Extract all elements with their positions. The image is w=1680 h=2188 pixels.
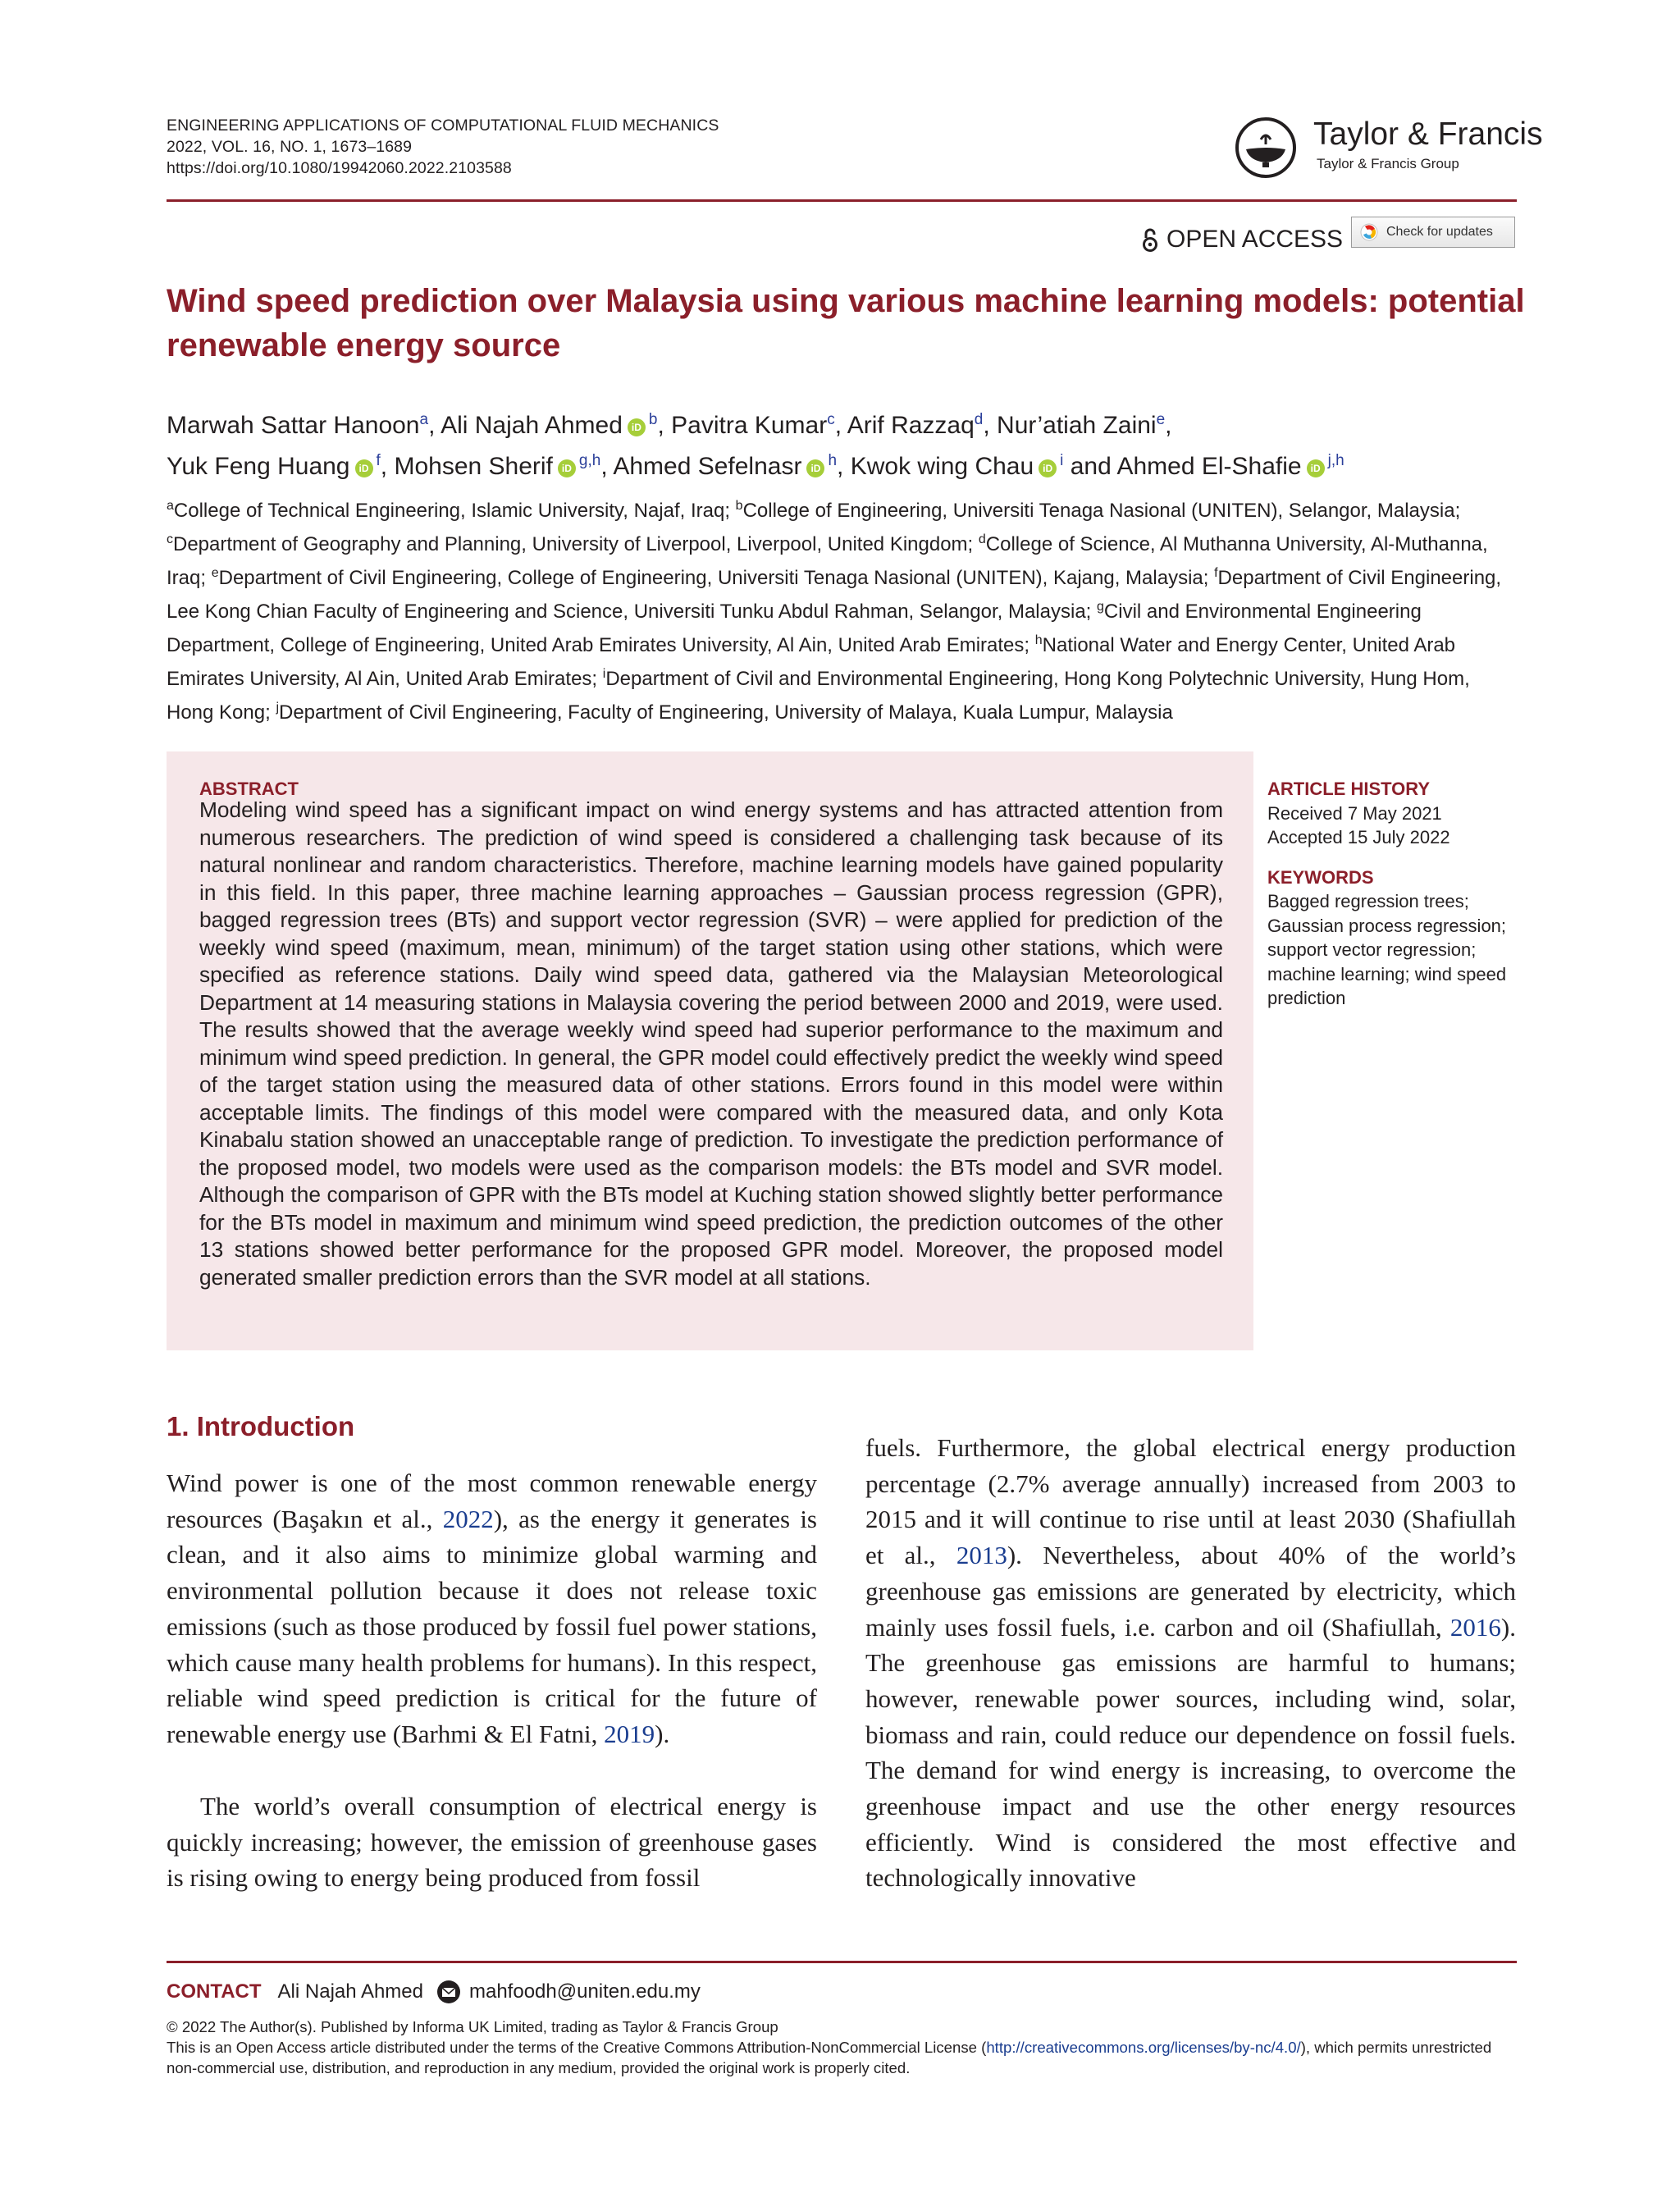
text-run: ). (655, 1719, 670, 1748)
keywords-heading: KEYWORDS (1267, 866, 1374, 888)
author-name: Nur’atiah Zaini (997, 412, 1157, 439)
author-list: Marwah Sattar Hanoon$^a$, Ali Najah Ahmed iD $^b$, Pavitra Kumar$^c$, Arif Razzaq$^d$, Nur’atiah Zaini$^e$, Yuk Feng Huang iD $^f$, Mohsen Sherif iD $^{g,h}$, Ahmed Sefelnasr iD $^h$, Kwok wing Chau iD $^i$ and Ahmed El-Shafie iD $^{j,h}$ (167, 411, 1344, 480)
affiliation-text: College of Engineering, Universiti Tenaga Nasional (UNITEN), Selangor, Malaysia; (742, 500, 1461, 522)
affiliation-text: Department of Civil and Environmental Engineering, Hong Kong Polytechnic University, Hung Hom, Hong Kong; (167, 668, 1470, 724)
author-affiliation-marker[interactable]: i (1060, 452, 1064, 469)
author-affiliation-marker[interactable]: b (648, 411, 658, 428)
contact-line (167, 1977, 701, 2007)
orcid-icon[interactable]: iD (1307, 459, 1325, 477)
abstract-text: Modeling wind speed has a significant impact on wind energy systems and has attracted attention from numerous researchers. The prediction of wind speed is considered a challenging task because of its natural nonlinear and random characteristics. Therefore, machine learning models have gained popularity in this field. In this paper, three machine learning approaches – Gaussian process regression (GPR), bagged regression trees (BTs) and support vector regression (SVR) – were applied for prediction of the weekly wind speed (maximum, mean, minimum) of the target station using other stations, which were specified as reference stations. Daily wind speed data, gathered via the Malaysian Meteorological Department at 14 measuring stations in Malaysia covering the period between 2000 and 2019, were used. The results showed that the average weekly wind speed had superior performance to the maximum and minimum wind speed prediction. In general, the GPR model could effectively predict the weekly wind speed of the target station using the measured data of other stations. Errors found in this model were within acceptable limits. The findings of this model were compared with the measured data, and only Kota Kinabalu station showed an unacceptable range of prediction. To investigate the prediction performance of the proposed model, two models were used as the comparison models: the BTs model and SVR model. Although the comparison of GPR with the BTs model at Kuching station showed slightly better performance for the BTs model in maximum and minimum wind speed prediction, the prediction outcomes of the other 13 stations showed better performance for the proposed GPR model. Moreover, the proposed model generated smaller prediction errors than the SVR model at all stations. (199, 797, 1223, 1290)
article-sidebar (1267, 777, 1538, 1011)
open-access-badge (1142, 223, 1343, 256)
author-name: Yuk Feng Huang (167, 453, 350, 480)
author-name: Pavitra Kumar (671, 412, 828, 439)
footer-rule (167, 1961, 1517, 1963)
affiliation-list (167, 491, 1520, 727)
affiliation-marker: i (602, 667, 606, 681)
author-name: Ahmed El-Shafie (1116, 453, 1302, 480)
affiliation-text: Civil and Environmental Engineering Department, College of Engineering, United Arab Emirates University, Al Ain, United Arab Emirates; (167, 601, 1422, 656)
author-affiliation-marker[interactable]: g,h (578, 452, 601, 469)
author-name: Marwah Sattar Hanoon (167, 412, 420, 439)
author-affiliation-marker[interactable]: a (419, 411, 429, 428)
affiliation-marker: d (978, 532, 986, 546)
article-title: Wind speed prediction over Malaysia using various machine learning models: potential renewable energy source (167, 283, 1525, 363)
crossmark-icon (1360, 223, 1378, 241)
publisher-lamp-icon (1235, 116, 1297, 179)
license-text: This is an Open Access article distributed under the terms of the Creative Commons Attribution-NonCommercial License ( (167, 2039, 987, 2056)
affiliation-marker: f (1214, 566, 1218, 580)
intro-paragraph-3 (865, 1430, 1516, 1896)
author-affiliation-marker[interactable]: h (828, 452, 838, 469)
contact-name: Ali Najah Ahmed (277, 1980, 423, 2003)
citation-link[interactable]: 2019 (604, 1719, 655, 1748)
affiliation-marker: j (276, 701, 279, 715)
affiliation-text: College of Technical Engineering, Islamic University, Najaf, Iraq; (173, 500, 730, 522)
license-link[interactable]: http://creativecommons.org/licenses/by-nc/4.0/ (986, 2039, 1301, 2056)
intro-paragraph-1 (167, 1465, 817, 1752)
doi-link[interactable]: https://doi.org/10.1080/19942060.2022.2103588 (167, 159, 512, 177)
journal-volume: 2022, VOL. 16, NO. 1, 1673–1689 (167, 138, 413, 156)
accepted-date: Accepted 15 July 2022 (1267, 827, 1450, 847)
author-name: Mohsen Sherif (394, 453, 553, 480)
author-name: Kwok wing Chau (850, 453, 1034, 480)
orcid-icon[interactable]: iD (558, 459, 576, 477)
text-run: fuels. Furthermore, the global electrical energy production percentage (2.7% average annually) increased from 2003 to 2015 and it will continue to rise until at least 2030 (Shafiullah et al., (865, 1433, 1516, 1570)
affiliation-text: Department of Civil Engineering, Faculty of Engineering, University of Malaya, Kuala Lumpur, Malaysia (279, 701, 1173, 724)
author-name: Ali Najah Ahmed (441, 412, 623, 439)
keywords-text: Bagged regression trees; Gaussian process regression; support vector regression; machine learning; wind speed prediction (1267, 891, 1507, 1008)
text-run: Wind power is one of the most common renewable energy resources (Başakın et al., (167, 1469, 817, 1533)
journal-header (167, 115, 719, 179)
received-date: Received 7 May 2021 (1267, 802, 1442, 824)
contact-email[interactable]: mahfoodh@uniten.edu.my (468, 1980, 701, 2003)
text-run: ). Nevertheless, about 40% of the world’s greenhouse gas emissions are generated by electricity, which mainly uses fossil fuels, i.e. carbon and oil (Shafiullah, (865, 1541, 1516, 1642)
open-lock-icon (1142, 226, 1158, 253)
author-affiliation-marker[interactable]: j,h (1327, 452, 1344, 469)
author-affiliation-marker[interactable]: e (1156, 411, 1166, 428)
author-affiliation-marker[interactable]: c (827, 411, 835, 428)
affiliation-marker: g (1097, 600, 1104, 614)
journal-name: ENGINEERING APPLICATIONS OF COMPUTATIONAL FLUID MECHANICS (167, 116, 719, 135)
orcid-icon[interactable]: iD (628, 418, 646, 436)
email-icon (436, 1980, 461, 2004)
section-heading-introduction: 1. Introduction (167, 1411, 355, 1441)
text-run: ). The greenhouse gas emissions are harmful to humans; however, renewable power sources, including wind, solar, biomass and rain, could reduce our dependence on fossil fuels. The demand for wind energy is increasing, to overcome the greenhouse impact and use the other energy resources efficiently. Wind is considered the most effective and technologically innovative (865, 1612, 1516, 1893)
affiliation-marker: h (1034, 633, 1043, 647)
affiliation-text: Department of Civil Engineering, College of Engineering, Universiti Tenaga Nasional (UNITEN), Kajang, Malaysia; (218, 567, 1209, 589)
text-run: ), as the energy it generates is clean, and it also aims to minimize global warming and environmental pollution because it does not release toxic emissions (such as those produced by fossil fuel power stations, which cause many health problems for humans). In this respect, reliable wind speed prediction is critical for the future of renewable energy use (Barhmi & El Fatni, (167, 1504, 817, 1748)
header-rule (167, 199, 1517, 202)
affiliation-marker: b (735, 499, 743, 513)
contact-label: CONTACT (167, 1980, 262, 2003)
orcid-icon[interactable]: iD (806, 459, 824, 477)
affiliation-marker: a (167, 499, 174, 513)
check-for-updates-button[interactable] (1351, 217, 1515, 248)
author-name: Arif Razzaq (847, 412, 975, 439)
author-affiliation-marker[interactable]: f (376, 452, 381, 469)
citation-link[interactable]: 2022 (442, 1504, 494, 1533)
author-affiliation-marker[interactable]: d (974, 411, 984, 428)
open-access-label: OPEN ACCESS (1166, 226, 1344, 253)
copyright-line: © 2022 The Author(s). Published by Informa UK Limited, trading as Taylor & Francis Group (167, 2018, 778, 2035)
publisher-logo[interactable] (1235, 113, 1543, 183)
orcid-icon[interactable]: iD (1039, 459, 1057, 477)
copyright-notice (167, 2017, 1520, 2078)
citation-link[interactable]: 2013 (956, 1541, 1007, 1570)
license-text-end: ), which permits unrestricted non-commercial use, distribution, and reproduction in any medium, provided the original work is properly cited. (167, 2039, 1492, 2076)
author-join-word: and (1063, 453, 1117, 480)
affiliation-marker: c (167, 532, 173, 546)
publisher-name: Taylor & Francis (1313, 116, 1543, 152)
affiliation-text: Department of Geography and Planning, University of Liverpool, Liverpool, United Kingdom; (173, 533, 974, 555)
abstract-heading: ABSTRACT (199, 779, 299, 799)
orcid-icon[interactable]: iD (355, 459, 373, 477)
affiliation-marker: e (211, 566, 219, 580)
affiliation-text: National Water and Energy Center, United Arab Emirates University, Al Ain, United Arab Emirates; (167, 634, 1456, 690)
affiliation-text: College of Science, Al Muthanna University, Al-Muthanna, Iraq; (167, 533, 1488, 589)
citation-link[interactable]: 2016 (1449, 1612, 1501, 1642)
affiliation-text: Department of Civil Engineering, Lee Kong Chian Faculty of Engineering and Science, Universiti Tunku Abdul Rahman, Selangor, Malaysia; (167, 567, 1502, 623)
intro-paragraph-2: The world’s overall consumption of electrical energy is quickly increasing; however, the emission of greenhouse gases is rising owing to energy being produced from fossil (167, 1792, 817, 1893)
author-name: Ahmed Sefelnasr (613, 453, 802, 480)
abstract-box (167, 751, 1253, 1350)
check-updates-label: Check for updates (1386, 225, 1493, 239)
publisher-group: Taylor & Francis Group (1317, 156, 1459, 171)
article-history-heading: ARTICLE HISTORY (1267, 779, 1431, 799)
